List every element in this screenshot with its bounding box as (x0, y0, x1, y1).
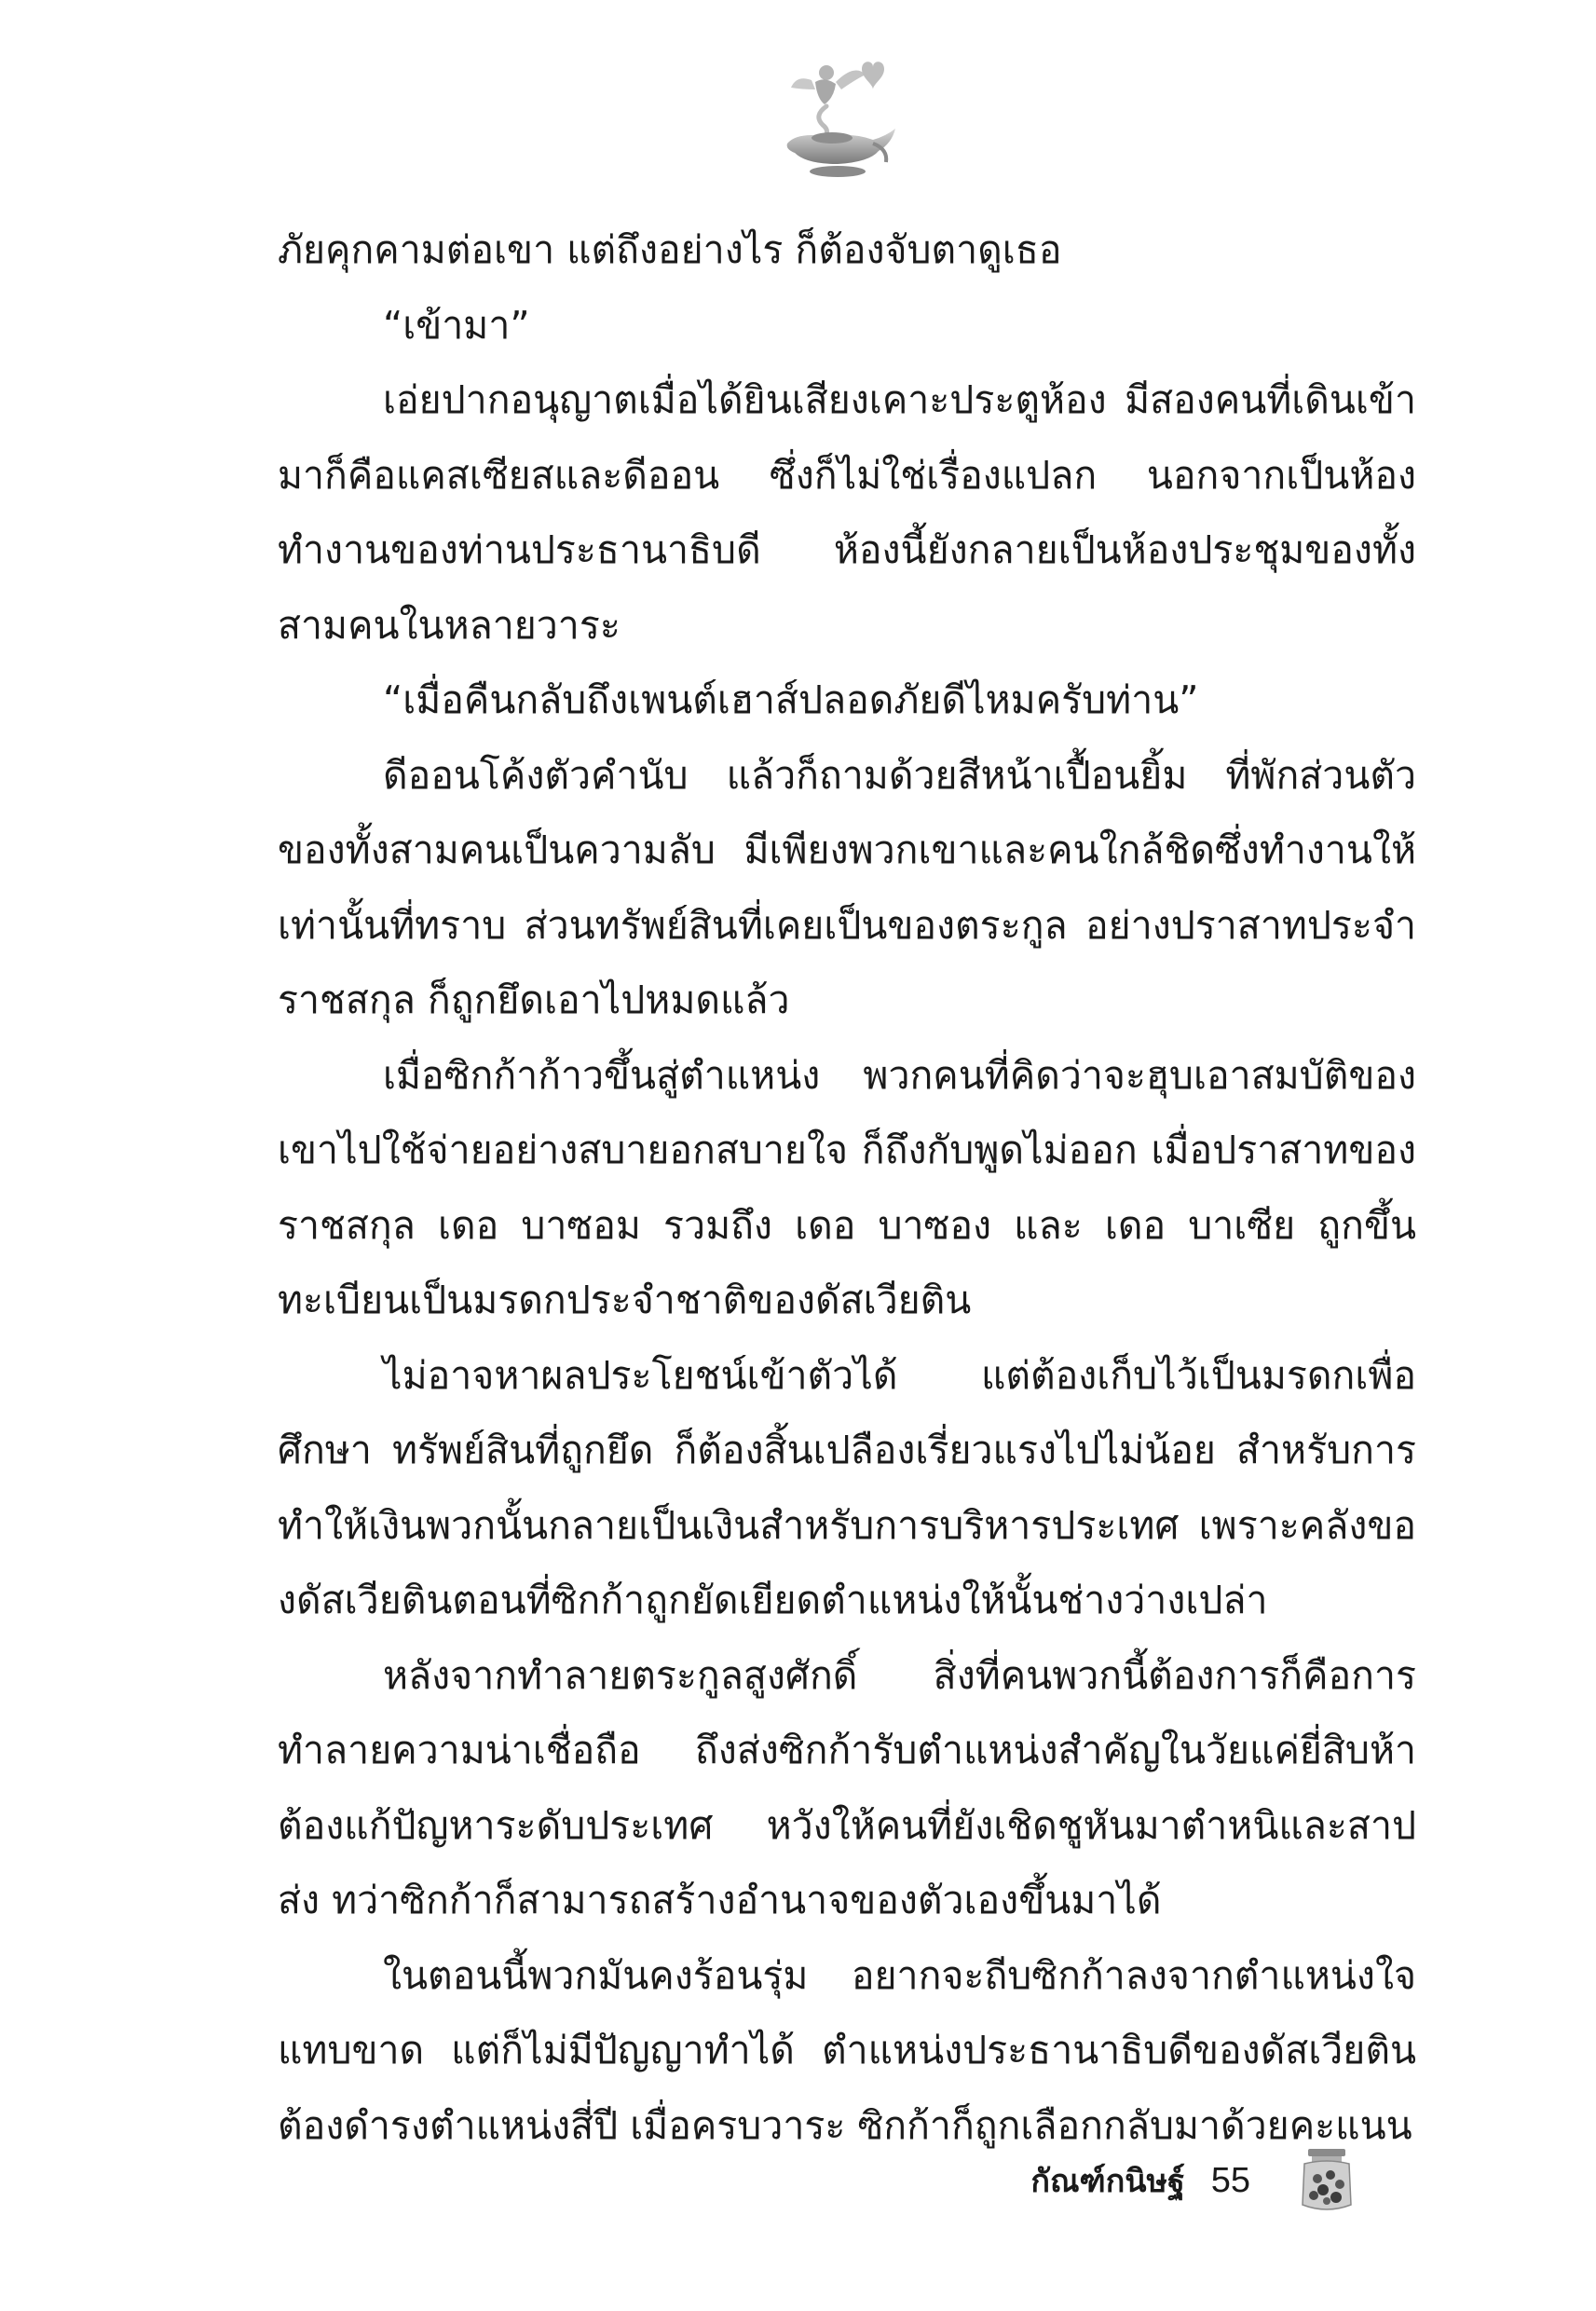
page-footer (1030, 2143, 1358, 2218)
paragraph: “เข้ามา” (383, 302, 530, 348)
paragraph: เมื่อซิกก้าก้าวขึ้นสู่ตำแหน่ง พวกคนที่คิดว่าจะฮุบเอาสมบัติของเขาไปใช้จ่ายอย่างสบายอกสบายใจ ก็ถึงกับพูดไม่ออก เมื่อปราสาทของราชสกุล เดอ บาซอม รวมถึง เดอ บาซอง และ เดอ บาเซีย ถูกขึ้นทะเบียนเป็นมรดกประจำชาติของดัสเวียติน (278, 1052, 1416, 1322)
paragraph: ดีออนโค้งตัวคำนับ แล้วก็ถามด้วยสีหน้าเปื้อนยิ้ม ที่พักส่วนตัวของทั้งสามคนเป็นความลับ มีเพียงพวกเขาและคนใกล้ชิดซึ่งทำงานให้เท่านั้นที่ทราบ ส่วนทรัพย์สินที่เคยเป็นของตระกูล อย่างปราสาทประจำราชสกุล ก็ถูกยึดเอาไปหมดแล้ว (278, 752, 1416, 1022)
paragraph: หลังจากทำลายตระกูลสูงศักดิ์ สิ่งที่คนพวกนี้ต้องการก็คือการทำลายความน่าเชื่อถือ ถึงส่งซิกก้ารับตำแหน่งสำคัญในวัยแค่ยี่สิบห้าต้องแก้ปัญหาระดับประเทศ หวังให้คนที่ยังเชิดชูหันมาตำหนิและสาปส่ง ทว่าซิกก้าก็สามารถสร้างอำนาจของตัวเองขึ้นมาได้ (278, 1652, 1416, 1922)
paragraph: ไม่อาจหาผลประโยชน์เข้าตัวได้ แต่ต้องเก็บไว้เป็นมรดกเพื่อศึกษา ทรัพย์สินที่ถูกยึด ก็ต้องสิ้นเปลืองเรี่ยวแรงไปไม่น้อย สำหรับการทำให้เงินพวกนั้นกลายเป็นเงินสำหรับการบริหารประเทศ เพราะคลังของดัสเวียตินตอนที่ซิกก้าถูกยัดเยียดตำแหน่งให้นั้นช่างว่างเปล่า (278, 1352, 1416, 1622)
magic-lamp-cupid-icon (769, 47, 908, 186)
paragraph: เอ่ยปากอนุญาตเมื่อได้ยินเสียงเคาะประตูห้อง มีสองคนที่เดินเข้ามาก็คือแคสเซียสและดีออน ซึ่งก็ไม่ใช่เรื่องแปลก นอกจากเป็นห้องทำงานของท่านประธานาธิบดี ห้องนี้ยังกลายเป็นห้องประชุมของทั้งสามคนในหลายวาระ (278, 377, 1416, 648)
jar-icon (1295, 2147, 1358, 2214)
book-title: กัณฑ์กนิษฐ์ (1030, 2163, 1185, 2200)
page-number: 55 (1210, 2160, 1250, 2200)
paragraph: ภัยคุกคามต่อเขา แต่ถึงอย่างไร ก็ต้องจับตาดูเธอ (278, 227, 1062, 272)
body-text (278, 212, 1416, 2163)
paragraph: “เมื่อคืนกลับถึงเพนต์เฮาส์ปลอดภัยดีไหมครับท่าน” (383, 677, 1199, 722)
paragraph: ในตอนนี้พวกมันคงร้อนรุ่ม อยากจะถีบซิกก้าลงจากตำแหน่งใจแทบขาด แต่ก็ไม่มีปัญญาทำได้ ตำแหน่งประธานาธิบดีของดัสเวียตินต้องดำรงตำแหน่งสี่ปี เมื่อครบวาระ ซิกก้าก็ถูกเลือกกลับมาด้วยคะแนน (278, 1952, 1416, 2148)
